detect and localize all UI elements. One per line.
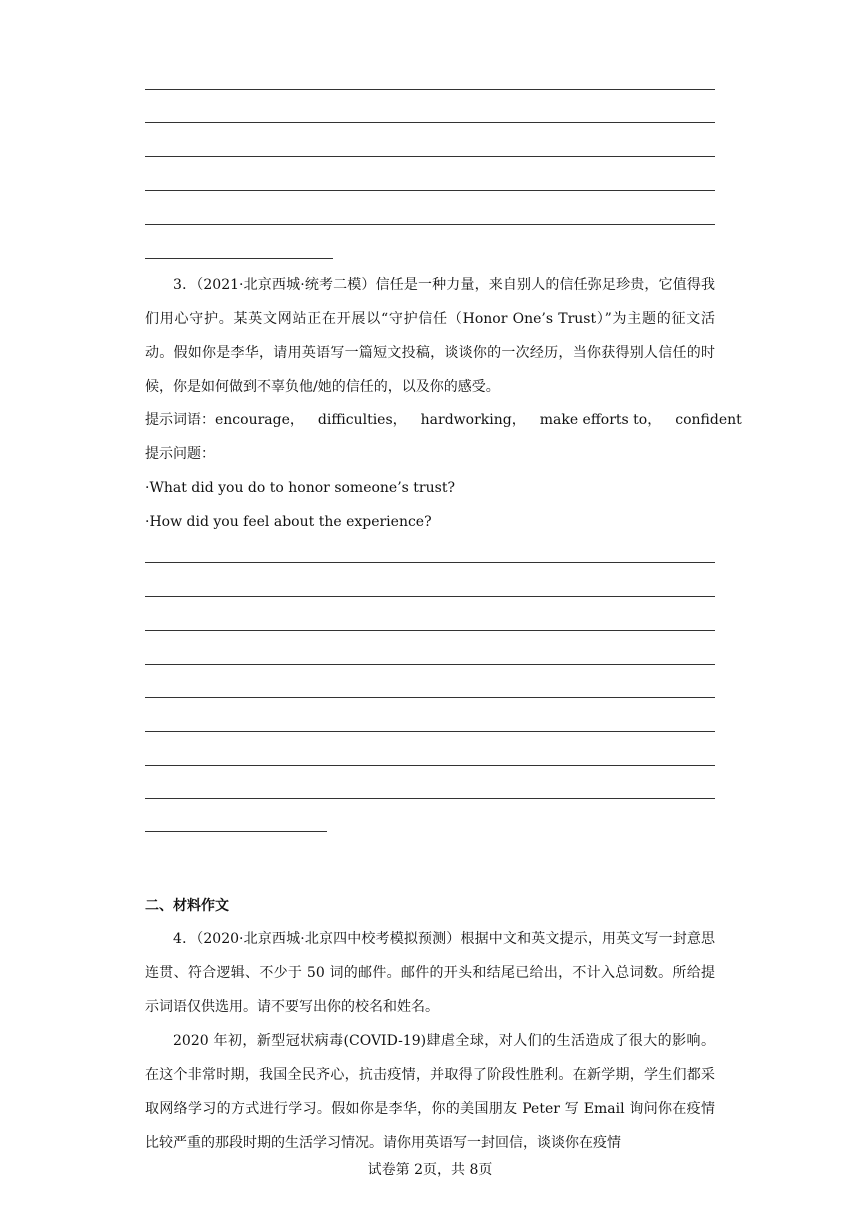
question-source: （2021·北京西城·统考二模） [196, 277, 376, 293]
hint-questions-label: 提示问题： [145, 446, 215, 462]
question-number: 4 [173, 931, 182, 947]
hint-word: confident [675, 412, 742, 428]
question-text: 信任是一种力量，来自别人的信任弥足珍贵，它值得我们用心守护。某英文网站正在开展以“守护信任（Honor One’s Trust）”为主题的征文活动。假如你是李华，请用英语写一篇短文投稿，谈谈你的一次经历，当你获得别人信任的时候，你是如何做到不辜负他/她的信任的，以及你的感受。 [145, 277, 716, 395]
answer-line [145, 122, 715, 123]
answer-line [145, 697, 715, 698]
answer-line [145, 596, 715, 597]
hint-word: hardworking， [420, 412, 526, 428]
answer-line [145, 224, 715, 225]
section-title: 二、材料作文 [145, 898, 229, 914]
answer-line [145, 562, 715, 563]
answer-line [145, 765, 715, 766]
hint-word: difficulties， [317, 412, 407, 428]
page-footer: 试卷第 2页，共 8页 [367, 1162, 493, 1178]
answer-line [145, 731, 715, 732]
answer-line-short [145, 258, 333, 259]
question-4-prompt: 4．（2020·北京西城·北京四中校考模拟预测）根据中文和英文提示，用英文写一封意思连贯、符合逻辑、不少于 50 词的邮件。邮件的开头和结尾已给出，不计入总词数。所给提示词语仅供选用。请不要写出你的校名和姓名。 [145, 931, 716, 1015]
question-number: 3 [173, 277, 182, 293]
answer-line [145, 190, 715, 191]
hint-question: ·How did you feel about the experience? [145, 514, 432, 530]
answer-line [145, 89, 715, 90]
question-text: 根据中文和英文提示，用英文写一封意思连贯、符合逻辑、不少于 50 词的邮件。邮件的开头和结尾已给出，不计入总词数。所给提示词语仅供选用。请不要写出你的校名和姓名。 [145, 931, 716, 1015]
hint-word: make efforts to， [539, 412, 662, 428]
hint-words-row [145, 410, 756, 430]
answer-line [145, 630, 715, 631]
question-4-material: 2020 年初，新型冠状病毒(COVID-19)肆虐全球，对人们的生活造成了很大的影响。在这个非常时期，我国全民齐心，抗击疫情，并取得了阶段性胜利。在新学期，学生们都采取网络学习的方式进行学习。假如你是李华，你的美国朋友 Peter 写 Email 询问你在疫情比较严重的那段时期的生活学习情况。请你用英语写一封回信，谈谈你在疫情 [145, 1033, 715, 1151]
answer-line [145, 156, 715, 157]
answer-line-short [145, 831, 327, 832]
question-source: （2020·北京西城·北京四中校考模拟预测） [196, 931, 461, 947]
answer-line [145, 664, 715, 665]
hint-word: encourage， [215, 412, 304, 428]
question-3-prompt: 3．（2021·北京西城·统考二模）信任是一种力量，来自别人的信任弥足珍贵，它值得我们用心守护。某英文网站正在开展以“守护信任（Honor One’s Trust）”为主题的征文活动。假如你是李华，请用英语写一篇短文投稿，谈谈你的一次经历，当你获得别人信任的时候，你是如何做到不辜负他/她的信任的，以及你的感受。 [145, 277, 716, 395]
answer-line [145, 798, 715, 799]
hint-question: ·What did you do to honor someone’s trust? [145, 480, 455, 496]
hint-words-label: 提示词语： [145, 412, 215, 428]
